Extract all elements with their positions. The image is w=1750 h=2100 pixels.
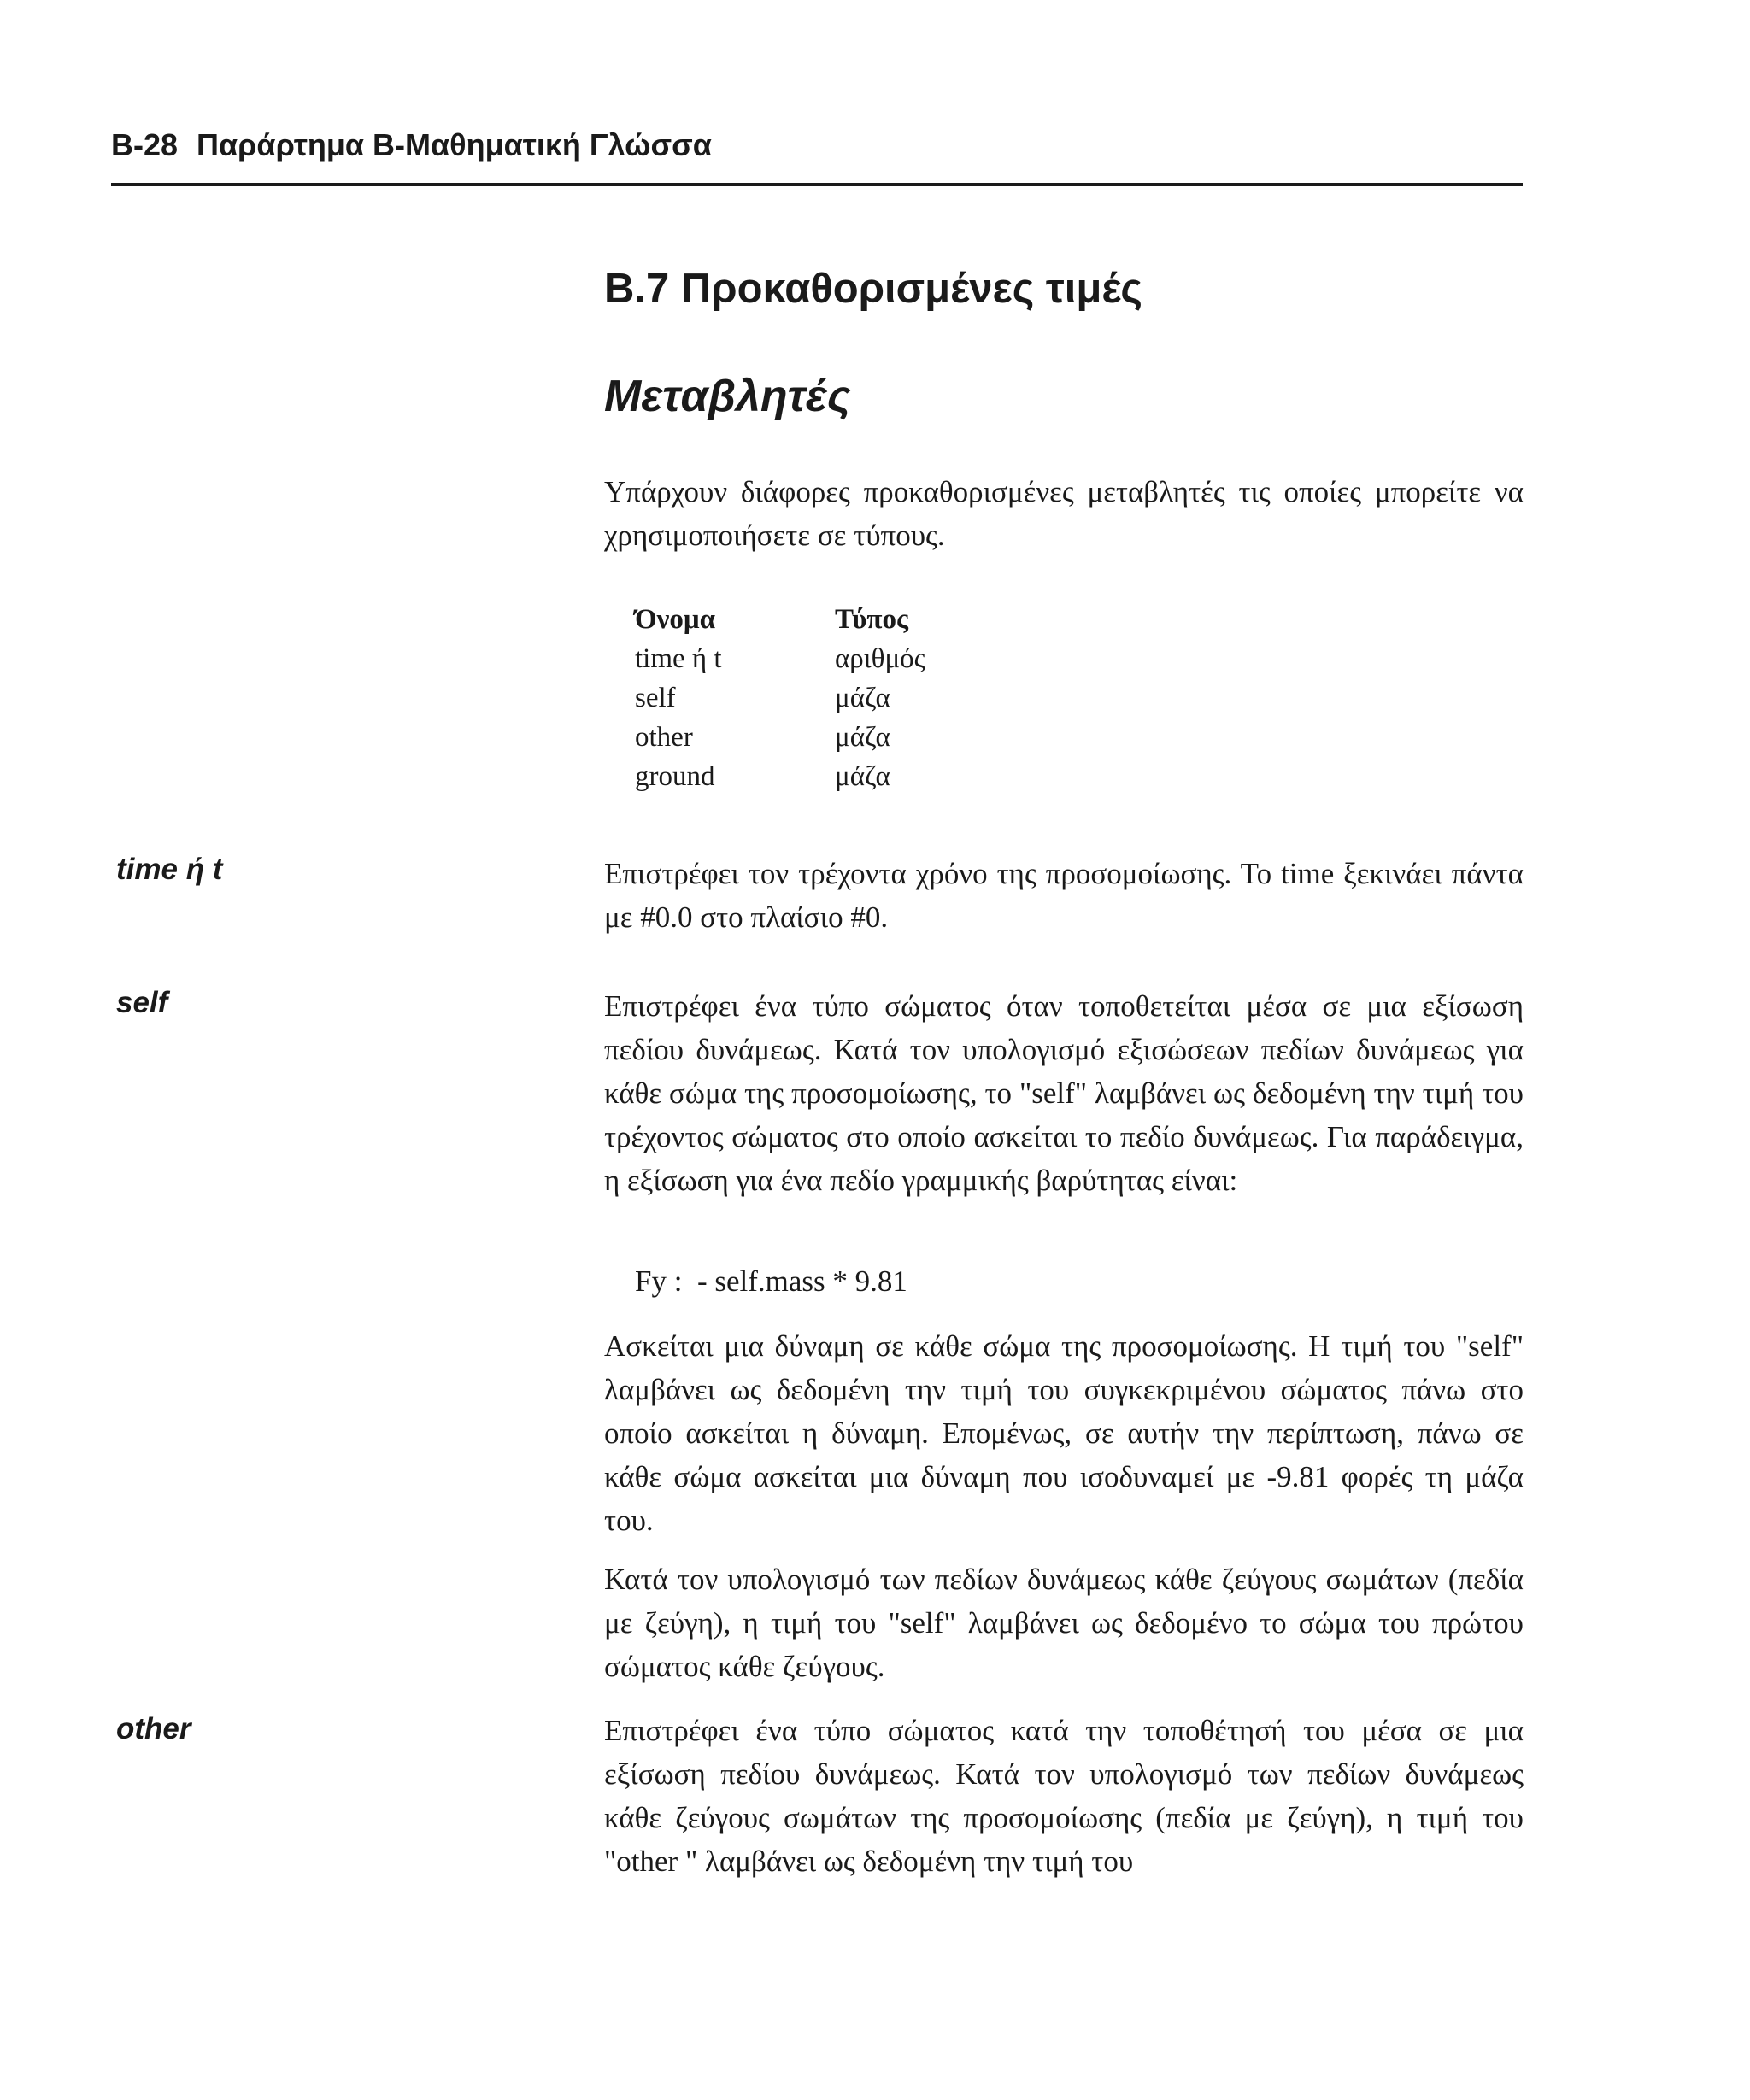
- section-title: B.7 Προκαθορισμένες τιμές: [604, 266, 1142, 312]
- term-other: other: [116, 1712, 191, 1745]
- variables-table: [635, 600, 925, 796]
- table-cell-name: ground: [635, 760, 715, 792]
- term-self: self: [116, 986, 168, 1019]
- definition-time: Επιστρέφει τον τρέχοντα χρόνο της προσομοίωσης. Το time ξεκινάει πάντα με #0.0 στο πλαίσιο #0.: [604, 857, 1524, 934]
- table-row: [635, 639, 925, 678]
- subsection-title: Μεταβλητές: [604, 372, 851, 421]
- page-number: B-28: [111, 127, 179, 162]
- column-header-type: Τύπος: [835, 603, 908, 635]
- definition-self-continued: Ασκείται μια δύναμη σε κάθε σώμα της προσομοίωσης. Η τιμή του "self" λαμβάνει ως δεδομένη την τιμή του συγκεκριμένου σώματος πάνω στο οποίο ασκείται η δύναμη. Επομένως, σε αυτήν την περίπτωση, πάνω σε κάθε σώμα ασκείται μια δύναμη που ισοδυναμεί με -9.81 φορές τη μάζα του.: [604, 1329, 1524, 1537]
- definition-other: Επιστρέφει ένα τύπο σώματος κατά την τοποθέτησή του μέσα σε μια εξίσωση πεδίου δυνάμεως. Κατά τον υπολογισμό των πεδίων δυνάμεως κάθε ζεύγους σωμάτων της προσομοίωσης (πεδία με ζεύγη), η τιμή του "other " λαμβάνει ως δεδομένη την τιμή του: [604, 1714, 1524, 1878]
- running-header: [111, 126, 1523, 186]
- table-cell-type: αριθμός: [835, 642, 925, 674]
- table-cell-name: self: [635, 682, 676, 713]
- table-header-row: [635, 600, 925, 639]
- table-cell-type: μάζα: [835, 721, 890, 753]
- definition-self-pairs: Κατά τον υπολογισμό των πεδίων δυνάμεως κάθε ζεύγους σωμάτων (πεδία με ζεύγη), η τιμή του "self" λαμβάνει ως δεδομένο το σώμα του πρώτου σώματος κάθε ζεύγους.: [604, 1563, 1524, 1683]
- table-cell-name: time ή t: [635, 642, 722, 674]
- column-header-name: Όνομα: [635, 603, 716, 635]
- table-row: [635, 718, 925, 757]
- table-cell-type: μάζα: [835, 760, 890, 792]
- table-row: [635, 757, 925, 796]
- table-cell-name: other: [635, 721, 693, 753]
- running-header-text: [111, 126, 712, 164]
- running-header-title: Παράρτημα B-Μαθηματική Γλώσσα: [197, 127, 712, 162]
- table-row: [635, 678, 925, 718]
- intro-paragraph: Υπάρχουν διάφορες προκαθορισμένες μεταβλητές τις οποίες μπορείτε να χρησιμοποιήσετε σε τύπους.: [604, 475, 1524, 552]
- term-time: time ή t: [116, 853, 223, 886]
- definition-self: Επιστρέφει ένα τύπο σώματος όταν τοποθετείται μέσα σε μια εξίσωση πεδίου δυνάμεως. Κατά τον υπολογισμό εξισώσεων πεδίων δυνάμεως για κάθε σώμα της προσομοίωσης, το "self" λαμβάνει ως δεδομένη την τιμή του τρέχοντος σώματος στο οποίο ασκείται το πεδίο δυνάμεως. Για παράδειγμα, η εξίσωση για ένα πεδίο γραμμικής βαρύτητας είναι:: [604, 989, 1524, 1197]
- table-cell-type: μάζα: [835, 682, 890, 713]
- formula: Fy : - self.mass * 9.81: [635, 1264, 907, 1298]
